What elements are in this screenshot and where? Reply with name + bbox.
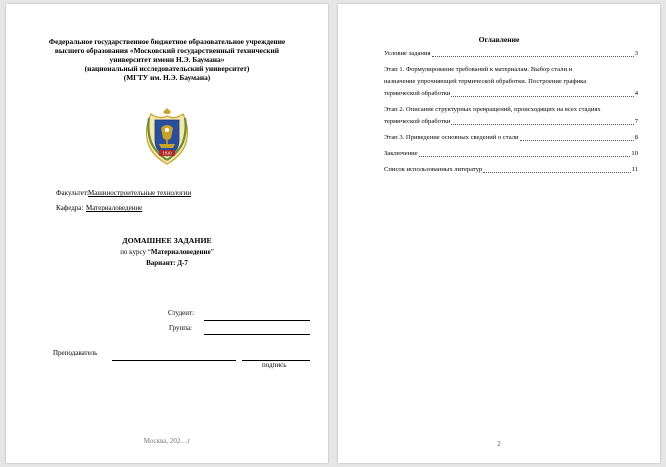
department-label: Кафедра:	[56, 204, 84, 212]
course-prefix: по курсу “	[120, 248, 151, 256]
course-name: Материаловедение	[150, 248, 211, 256]
assignment-title: ДОМАШНЕЕ ЗАДАНИЕ	[122, 236, 212, 245]
group-label: Группа:	[169, 324, 193, 332]
toc-entry[interactable]	[384, 132, 638, 144]
toc-entry-text: термической обработки	[384, 90, 451, 97]
course-suffix: ”	[210, 248, 214, 256]
toc-entry-page: 8	[634, 134, 638, 141]
header-line-4: (национальный исследовательский университет)	[84, 64, 250, 73]
header-line-1: Федеральное государственное бюджетное образовательное учреждение	[48, 37, 286, 46]
variant: Вариант: Д-7	[146, 259, 188, 267]
course-line	[6, 248, 328, 256]
page-number: 2	[497, 440, 501, 448]
toc-entry-text: Этап 3. Приведение основных сведений о стали	[384, 134, 519, 141]
toc-entry-1-line2: назначение упрочняющей термической обработки. Построение графика	[384, 78, 587, 85]
toc-entry-2-line1: Этап 2. Описание структурных превращений, происходящих на всех стадиях	[384, 106, 601, 113]
faculty-label: Факультет:	[56, 189, 89, 197]
university-crest-icon	[143, 108, 191, 166]
crest-year: 1830	[162, 150, 172, 156]
toc-entry[interactable]	[384, 48, 638, 60]
toc-entry-page: 10	[631, 150, 638, 157]
toc-page	[338, 4, 660, 463]
toc-entry-text: Заключение	[384, 150, 418, 157]
toc-entry-text: Условие задания	[384, 50, 431, 57]
student-label: Студент:	[168, 309, 195, 317]
header-line-5: (МГТУ им. Н.Э. Баумана)	[123, 73, 211, 82]
toc-entry-text: термической обработки	[384, 118, 451, 125]
teacher-label: Преподаватель	[53, 349, 98, 357]
toc-entry-page: 7	[634, 118, 638, 125]
faculty-value: Машиностроительные технологии	[88, 189, 192, 197]
toc-entry-page: 11	[631, 166, 638, 173]
toc-leader-dots	[419, 148, 631, 157]
toc-title: Оглавление	[478, 35, 520, 44]
toc-leader-dots	[520, 132, 634, 141]
toc-leader-dots	[432, 48, 634, 57]
toc-entry[interactable]	[384, 116, 638, 128]
toc-leader-dots	[451, 116, 633, 125]
toc-entry[interactable]	[384, 88, 638, 100]
toc-entry-text: Список использованных литератур	[384, 166, 483, 173]
group-blank-line[interactable]	[204, 334, 310, 335]
header-line-2: высшего образования «Московский государственный технический	[54, 46, 280, 55]
title-page	[6, 4, 328, 463]
toc-entry-1-line1: Этап 1. Формулирование требований к материалам. Выбор стали и	[384, 66, 573, 73]
toc-entry-page: 3	[634, 50, 638, 57]
toc-entry[interactable]	[384, 148, 638, 160]
signature-label: подпись	[262, 361, 287, 369]
header-line-3: университет имени Н.Э. Баумана»	[109, 55, 225, 64]
toc-leader-dots	[451, 88, 633, 97]
toc-entry-page: 4	[634, 90, 638, 97]
student-blank-line[interactable]	[204, 320, 310, 321]
toc-entry[interactable]	[384, 164, 638, 176]
city-year: Москва, 202…г	[143, 437, 191, 445]
department-value: Материаловедение	[86, 204, 143, 212]
teacher-blank-line[interactable]	[112, 360, 236, 361]
toc-leader-dots	[483, 164, 630, 173]
